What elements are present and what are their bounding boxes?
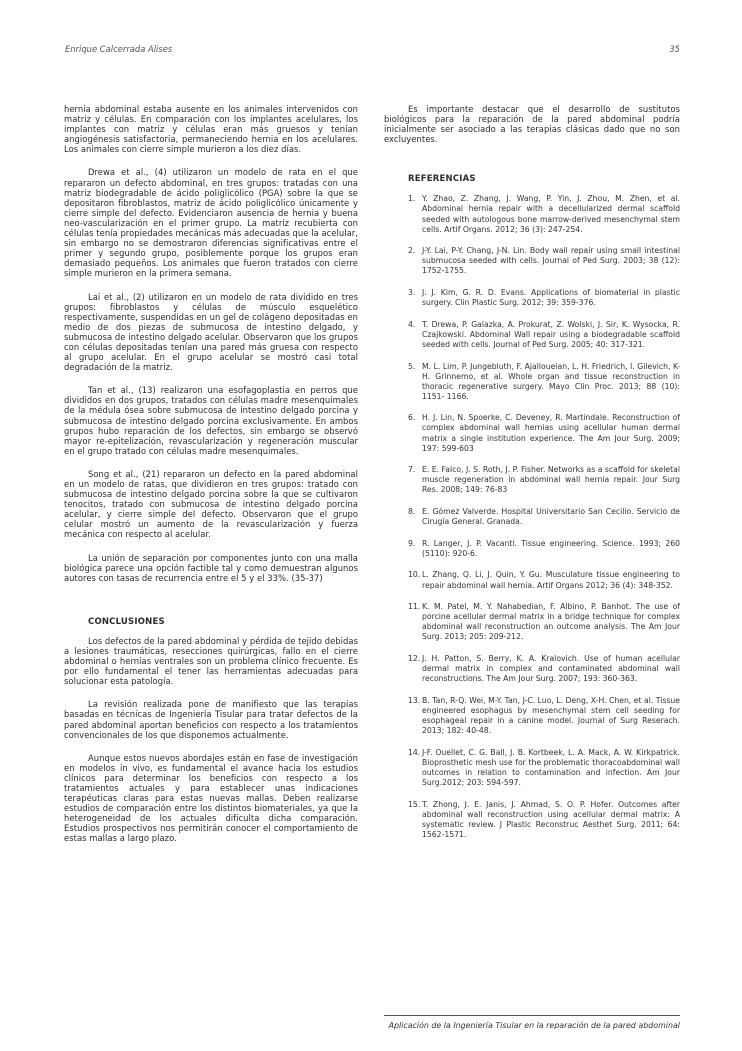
- reference-text: J. H. Patton, S. Berry, K. A. Kralovich. Use of human acellular dermal matrix in complex and contaminated abdominal wall reconstructions. The Am Jour Surg. 2007; 193: 360-363.: [422, 653, 680, 684]
- reference-item: [384, 362, 680, 402]
- reference-number: 14.: [408, 747, 421, 757]
- body-paragraph: hernia abdominal estaba ausente en los animales intervenidos con matriz y células. En comparación con los implantes acelulares, los implantes con matriz y células eran más gruesos y tenían angiogénesis satisfactoria, permaneciendo hernia en los acelulares. Los animales con cierre simple murieron a los diez días.: [64, 104, 358, 155]
- reference-item: [384, 288, 680, 308]
- reference-text: K. M. Patel, M. Y. Nahabedian, F. Albino, P. Banhot. The use of porcine acellular dermal matrix in a bridge technique for complex abdominal wall reconstruction an outcome analysis. The Am Jour Surg. 2013; 205: 209-212.: [422, 602, 680, 642]
- reference-text: R. Langer, J. P. Vacanti. Tissue engineering. Science. 1993; 260 (5110): 920-6.: [422, 538, 680, 558]
- reference-number: 8.: [408, 507, 416, 517]
- reference-text: J-Y. Lai, P-Y. Chang, J-N. Lin. Body wall repair using small intestinal submucosa seeded with cells. Journal of Ped Surg. 2003; 38 (12): 1752-1755.: [422, 246, 680, 276]
- reference-number: 12.: [408, 653, 421, 663]
- reference-text: J-F. Ouellet, C. G. Ball, J. B. Kortbeek, L. A. Mack, A. W. Kirkpatrick. Bioprosthetic mesh use for the problematic thoracoabdominal wall outcomes in relation to contamination and infection. Am Jour Surg.2012; 203: 594-597.: [422, 747, 680, 787]
- reference-number: 1.: [408, 194, 416, 204]
- reference-number: 9.: [408, 538, 416, 548]
- reference-item: [384, 570, 680, 590]
- body-paragraph: Drewa et al., (4) utilizaron un modelo de rata en el que repararon un defecto abdominal, en tres grupos: tratadas con una matriz biodegradable de ácido poliglicólico (PGA) sobre la que se depositaron fibroblastos, matriz de ácido poliglicólico únicamente y cierre simple del defecto. Evidenciaron ausencia de hernia y buena neo-vascularización en el primer grupo. La matriz recubierta con células tenía propiedades mecánicas más adecuadas que la acelular, sin embargo no se demostraron diferencias significativas entre el primer y segundo grupo, posiblemente porque los grupos eran demasiado pequeños. Los animales que fueron tratados con cierre simple murieron en la primera semana.: [64, 167, 359, 279]
- reference-text: L. Zhang, Q. Li, J. Quin, Y. Gu. Musculature tissue engineering to repair abdominal wall hernia. Artif Organs 2012; 36 (4): 348-352.: [422, 570, 680, 590]
- body-paragraph: Es importante destacar que el desarrollo de sustitutos biológicos para la reparación de la pared abdominal podría inicialmente ser asociado a las terapias clásicas dado que no son excluyentes.: [384, 104, 680, 145]
- reference-item: [384, 539, 680, 559]
- running-header-author: Enrique Calcerrada Alises: [65, 44, 173, 54]
- body-paragraph: Song et al., (21) repararon un defecto en la pared abdominal en un modelo de ratas, que dividieron en tres grupos: tratado con submucosa de intestino delgado porcina sobre la que se cultivaron tenocitos, tratado con submucosa de intestino delgado porcina acelular, y cierre simple del defecto. Observaron que el grupo celular mostró un aumento de la revascularización y fuerza mecánica con respecto al acelular.: [64, 468, 358, 540]
- reference-number: 7.: [408, 465, 416, 475]
- reference-number: 11.: [408, 602, 421, 612]
- reference-list: [384, 194, 680, 840]
- running-footer-title: Aplicación de la Ingeniería Tisular en la reparación de la pared abdominal: [388, 1021, 680, 1030]
- reference-item: [384, 654, 680, 684]
- reference-text: E. E. Falco, J. S. Roth, J. P. Fisher. Networks as a scaffold for skeletal muscle regeneration in abdominal wall hernia repair. Jour Surg Res. 2008; 149: 76-83: [422, 465, 680, 495]
- conclusions-heading: CONCLUSIONES: [88, 616, 165, 627]
- reference-item: [384, 696, 680, 736]
- reference-number: 2.: [408, 246, 416, 256]
- reference-text: J. J. Kim, G. R. D. Evans. Applications of biomaterial in plastic surgery. Clin Plastic Surg. 2012; 39: 359-376.: [422, 288, 680, 308]
- reference-text: E. Gómez Valverde. Hospital Universitario San Cecilio. Servicio de Cirugía General. Granada.: [422, 507, 680, 527]
- conclusion-paragraph: La revisión realizada pone de manifiesto que las terapias basadas en técnicas de Ingeniería Tisular para tratar defectos de la pared abdominal aportan beneficios con respecto a los tratamientos convencionales de los que disponemos actualmente.: [64, 699, 358, 740]
- right-column: [384, 104, 680, 851]
- references-heading: REFERENCIAS: [408, 174, 476, 185]
- reference-item: [384, 246, 680, 276]
- reference-item: [384, 800, 680, 840]
- reference-item: [384, 602, 680, 642]
- reference-text: B. Tan, R-Q. Wei, M-Y. Tan, J-C. Luo, L. Deng, X-H. Chen, et al. Tissue engineered esophagus by mesenchymal stem cell seeding for esophageal repair in a canine model. Journal of Surg Reserach. 2013; 182: 40-48.: [422, 695, 680, 736]
- conclusion-paragraph: Los defectos de la pared abdominal y pérdida de tejido debidas a lesiones traumáticas, resecciones quirúrgicas, fallo en el cierre abdominal o hernias ventrales son un problema clínico frecuente. Es por ello fundamental el tener las herramientas adecuadas para solucionar esta patología.: [64, 635, 358, 687]
- reference-text: Y. Zhao, Z. Zhang, J. Wang, P. Yin, J. Zhou, M. Zhen, et al. Abdominal hernia repair with a decellularized dermal scaffold seeded with autologous bone marrow-derived mesenchymal stem cells. Artif Organs. 2012; 36 (3): 247-254.: [422, 194, 680, 234]
- reference-item: [384, 748, 680, 788]
- reference-number: 15.: [408, 799, 421, 809]
- reference-item: [384, 465, 680, 495]
- body-paragraph: Tan et al., (13) realizaron una esofagoplastia en perros que divididos en dos grupos, tratados con células madre mesenquimales de la médula ósea sobre submucosa de intestino delgado porcina y submucosa de intestino delgado porcina exclusivamente. En ambos grupos hubo reparación de los defectos, sin embargo se observó mayor re-epitelización, revascularización y regeneración muscular en el grupo tratado con células madre mesenquimales.: [64, 385, 358, 456]
- reference-text: T. Zhong, J. E. Janis, J. Ahmad, S. O. P. Hofer. Outcomes after abdominal wall reconstruction using acellular dermal matrix: A systematic review. J Plastic Reconstruc Aesthet Surg. 2011; 64: 1562-1571.: [422, 799, 680, 839]
- body-paragraph: La unión de separación por componentes junto con una malla biológica parece una opción factible tal y como demuestran algunos autores con tasas de recurrencia entre el 5 y el 33%. (35-37): [64, 552, 358, 583]
- conclusion-paragraph: Aunque estos nuevos abordajes están en fase de investigación en modelos in vivo, es fundamental el avance hacia los estudios clínicos para determinar los beneficios con respecto a los tratamientos actuales y para establecer unas indicaciones terapéuticas claras para estas nuevas mallas. Deben realizarse estudios de comparación entre los distintos biomateriales, ya que la heterogeneidad de los actuales dificulta dicha comparación. Estudios prospectivos nos permitirán conocer el comportamiento de estas mallas a largo plazo.: [64, 752, 358, 844]
- left-column: [64, 104, 358, 857]
- reference-item: [384, 320, 680, 350]
- reference-number: 4.: [408, 319, 416, 329]
- body-paragraph: Lai et al., (2) utilizaron en un modelo de rata dividido en tres grupos: fibroblastos y células de músculo esquelético respectivamente, suspendidas en un gel de colágeno depositadas en medio de dos piezas de submucosa de intestino delgado, y submucosa de intestino delgado acelular. Observaron que los grupos con células depositadas tenían una pared más gruesa con respecto al grupo acelular. En el grupo acelular se mostró casi total degradación de la matriz.: [64, 291, 358, 373]
- footer-divider: [384, 1015, 680, 1016]
- reference-number: 3.: [408, 288, 416, 298]
- reference-item: [384, 507, 680, 527]
- reference-number: 5.: [408, 361, 416, 371]
- page-number: 35: [669, 44, 680, 54]
- reference-text: T. Drewa, P. Galazka, A. Prokurat, Z. Wolski, J. Sir, K. Wysocka, R. Czajkowski. Abdominal Wall repair using a biodegradable scaffold seeded with cells. Journal of Ped Surg. 2005; 40: 317-321.: [422, 319, 680, 349]
- reference-item: [384, 194, 680, 234]
- reference-text: M. L. Lim, P. Jungebluth, F. Ajalloueian, L. H. Friedrich, I. Gilevich, K-H. Grinnemo, et al. Whole organ and tissue reconstruction in thoracic regenerative surgery. Mayo Clin Proc. 2013; 88 (10): 1151- 1166.: [422, 361, 680, 401]
- reference-number: 13.: [408, 695, 421, 705]
- reference-text: H. J. Lin, N. Spoerke, C. Deveney, R. Martindale. Reconstruction of complex abdominal wall hernias using acellular human dermal matrix a single institution experience. The Am Jour Surg. 2009; 197: 599-603: [422, 413, 680, 453]
- reference-number: 10.: [408, 570, 421, 580]
- reference-number: 6.: [408, 413, 416, 423]
- reference-item: [384, 413, 680, 453]
